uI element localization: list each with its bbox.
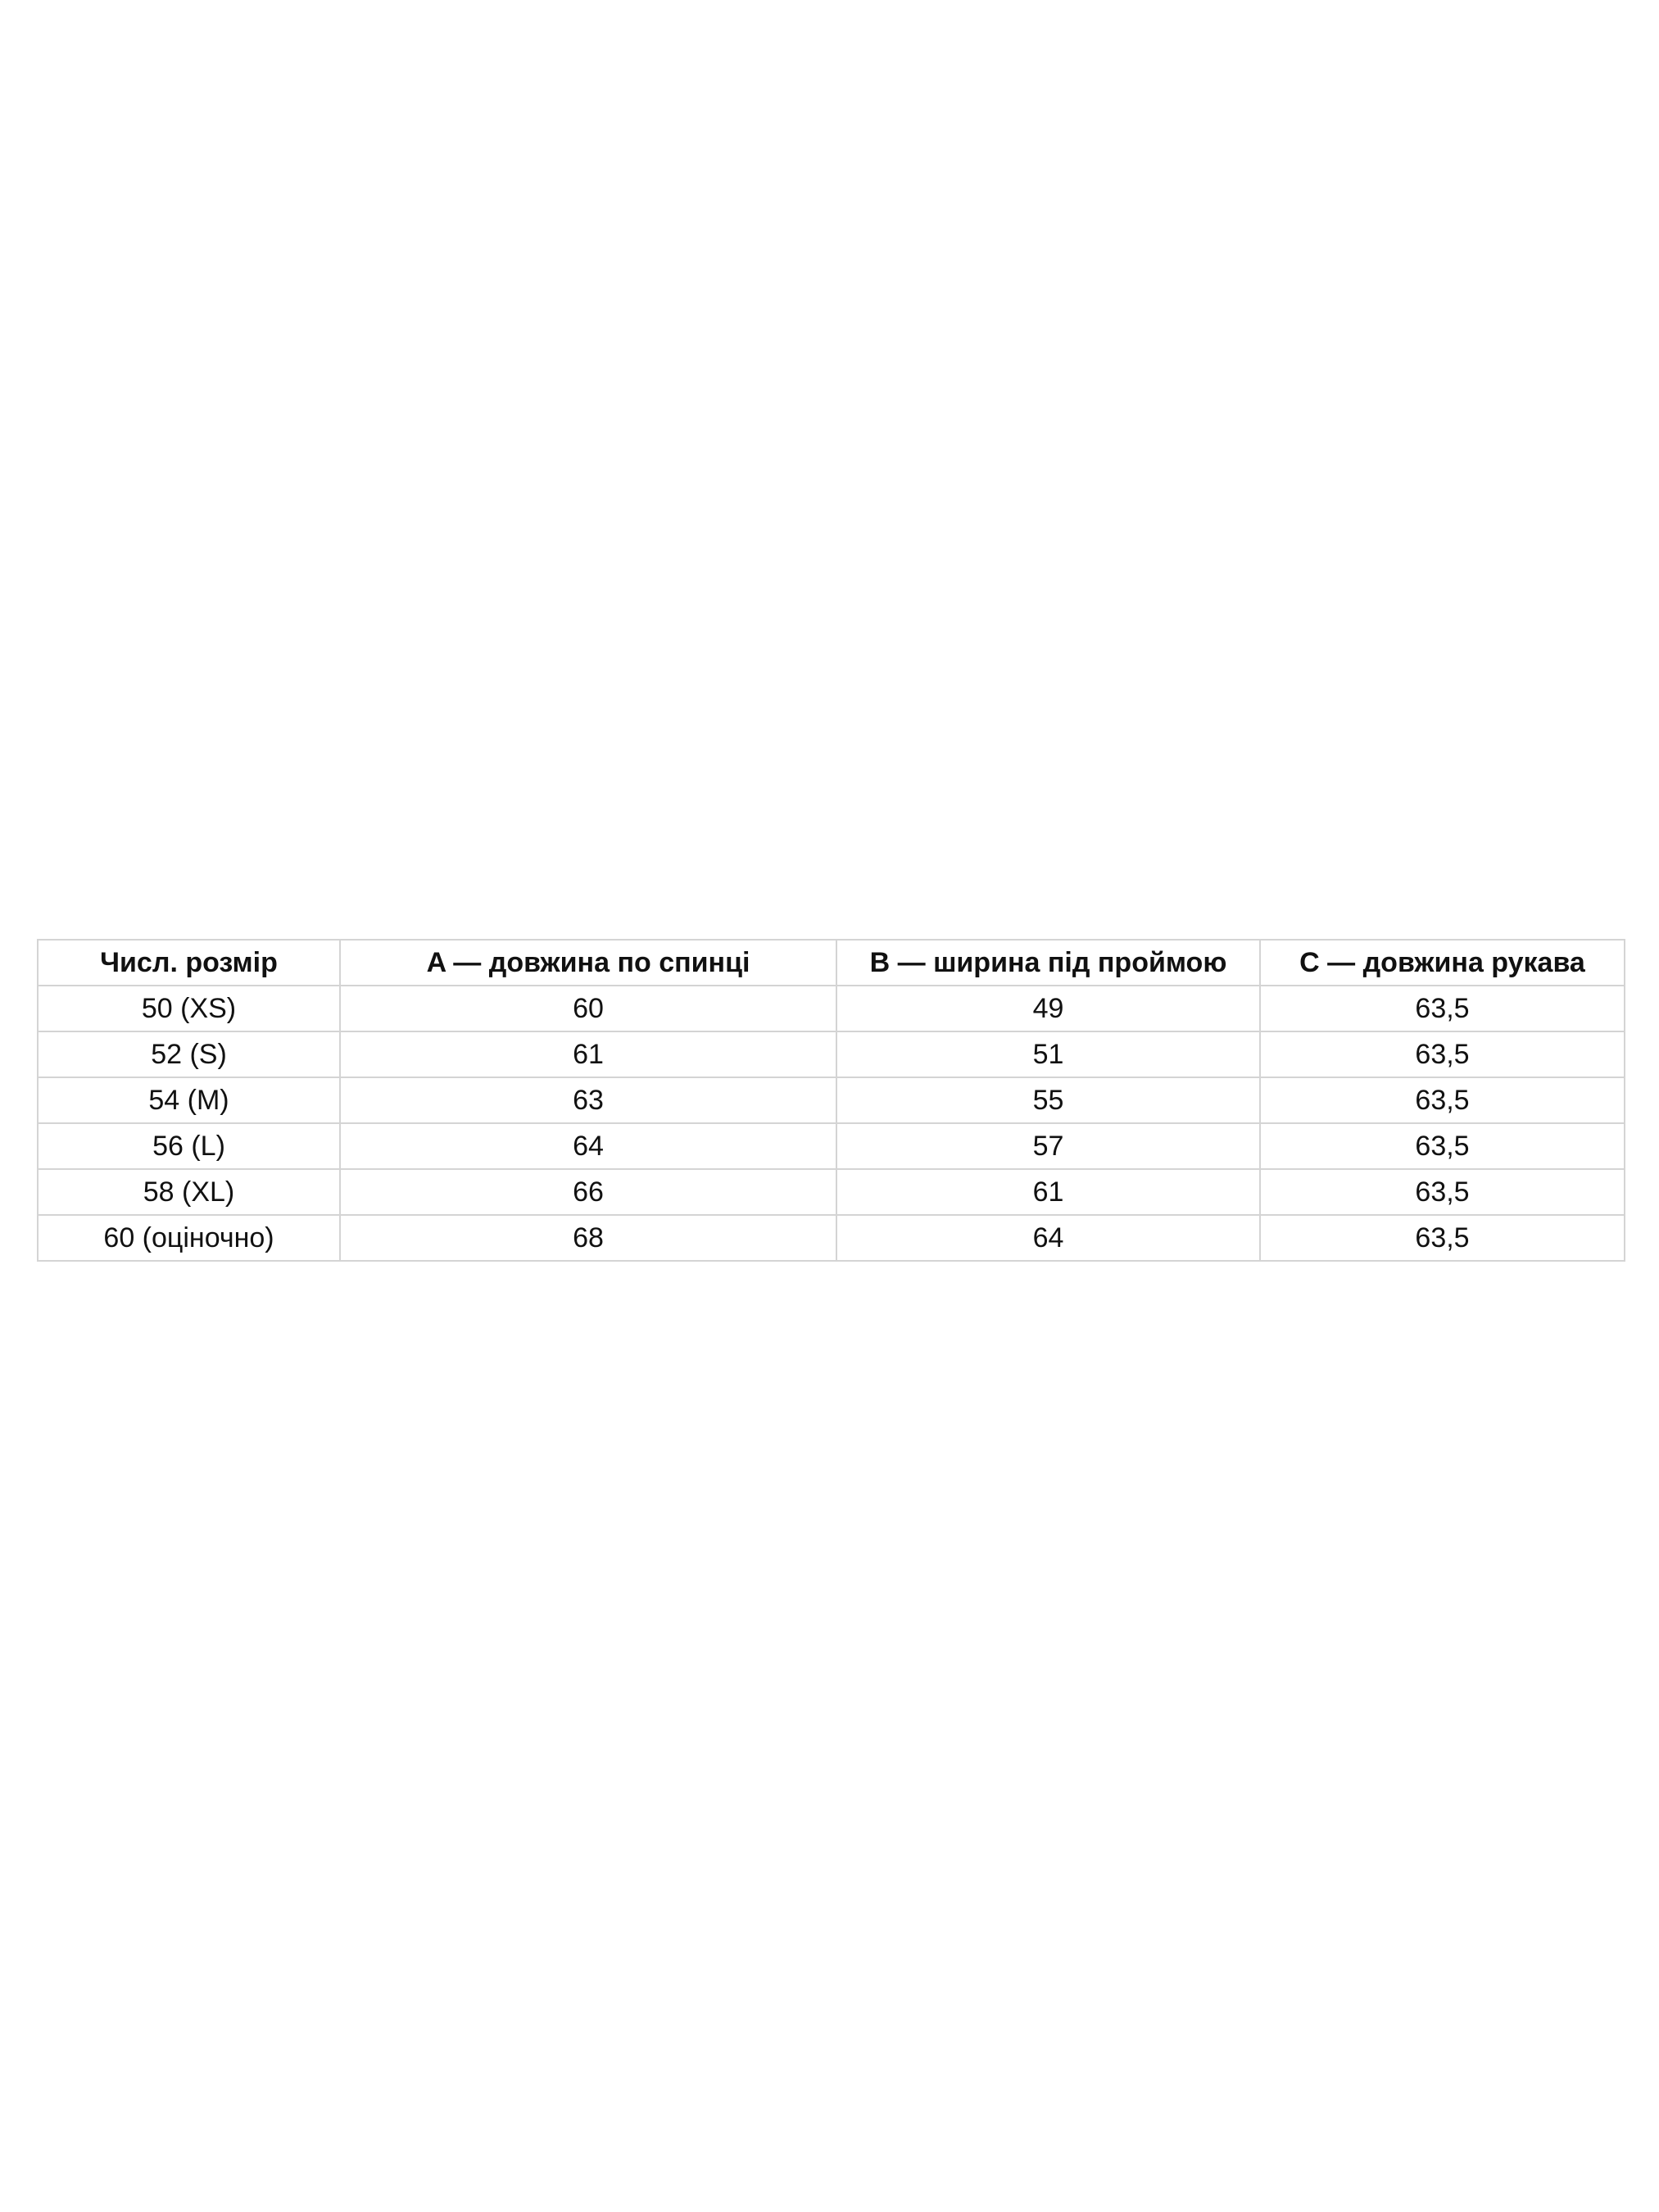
cell-size: 56 (L) xyxy=(38,1123,340,1169)
cell-chest-width: 55 xyxy=(836,1077,1260,1123)
cell-size: 54 (M) xyxy=(38,1077,340,1123)
header-back-length: A — довжина по спинці xyxy=(340,940,836,986)
table-row xyxy=(38,1215,1625,1261)
table-row xyxy=(38,1123,1625,1169)
cell-back-length: 63 xyxy=(340,1077,836,1123)
header-sleeve-length: C — довжина рукава xyxy=(1260,940,1625,986)
cell-chest-width: 51 xyxy=(836,1031,1260,1077)
cell-back-length: 64 xyxy=(340,1123,836,1169)
cell-back-length: 60 xyxy=(340,986,836,1031)
cell-sleeve-length: 63,5 xyxy=(1260,1169,1625,1215)
table-row xyxy=(38,1077,1625,1123)
cell-chest-width: 49 xyxy=(836,986,1260,1031)
cell-sleeve-length: 63,5 xyxy=(1260,1123,1625,1169)
cell-sleeve-length: 63,5 xyxy=(1260,1215,1625,1261)
cell-size: 60 (оціночно) xyxy=(38,1215,340,1261)
header-chest-width: B — ширина під проймою xyxy=(836,940,1260,986)
cell-chest-width: 57 xyxy=(836,1123,1260,1169)
cell-sleeve-length: 63,5 xyxy=(1260,986,1625,1031)
table-row xyxy=(38,1031,1625,1077)
cell-chest-width: 61 xyxy=(836,1169,1260,1215)
cell-back-length: 61 xyxy=(340,1031,836,1077)
cell-size: 50 (XS) xyxy=(38,986,340,1031)
table-header-row xyxy=(38,940,1625,986)
cell-chest-width: 64 xyxy=(836,1215,1260,1261)
cell-back-length: 68 xyxy=(340,1215,836,1261)
header-size: Числ. розмір xyxy=(38,940,340,986)
cell-sleeve-length: 63,5 xyxy=(1260,1077,1625,1123)
cell-sleeve-length: 63,5 xyxy=(1260,1031,1625,1077)
cell-back-length: 66 xyxy=(340,1169,836,1215)
cell-size: 58 (XL) xyxy=(38,1169,340,1215)
size-chart-table xyxy=(37,939,1625,1262)
cell-size: 52 (S) xyxy=(38,1031,340,1077)
table-row xyxy=(38,1169,1625,1215)
table-row xyxy=(38,986,1625,1031)
